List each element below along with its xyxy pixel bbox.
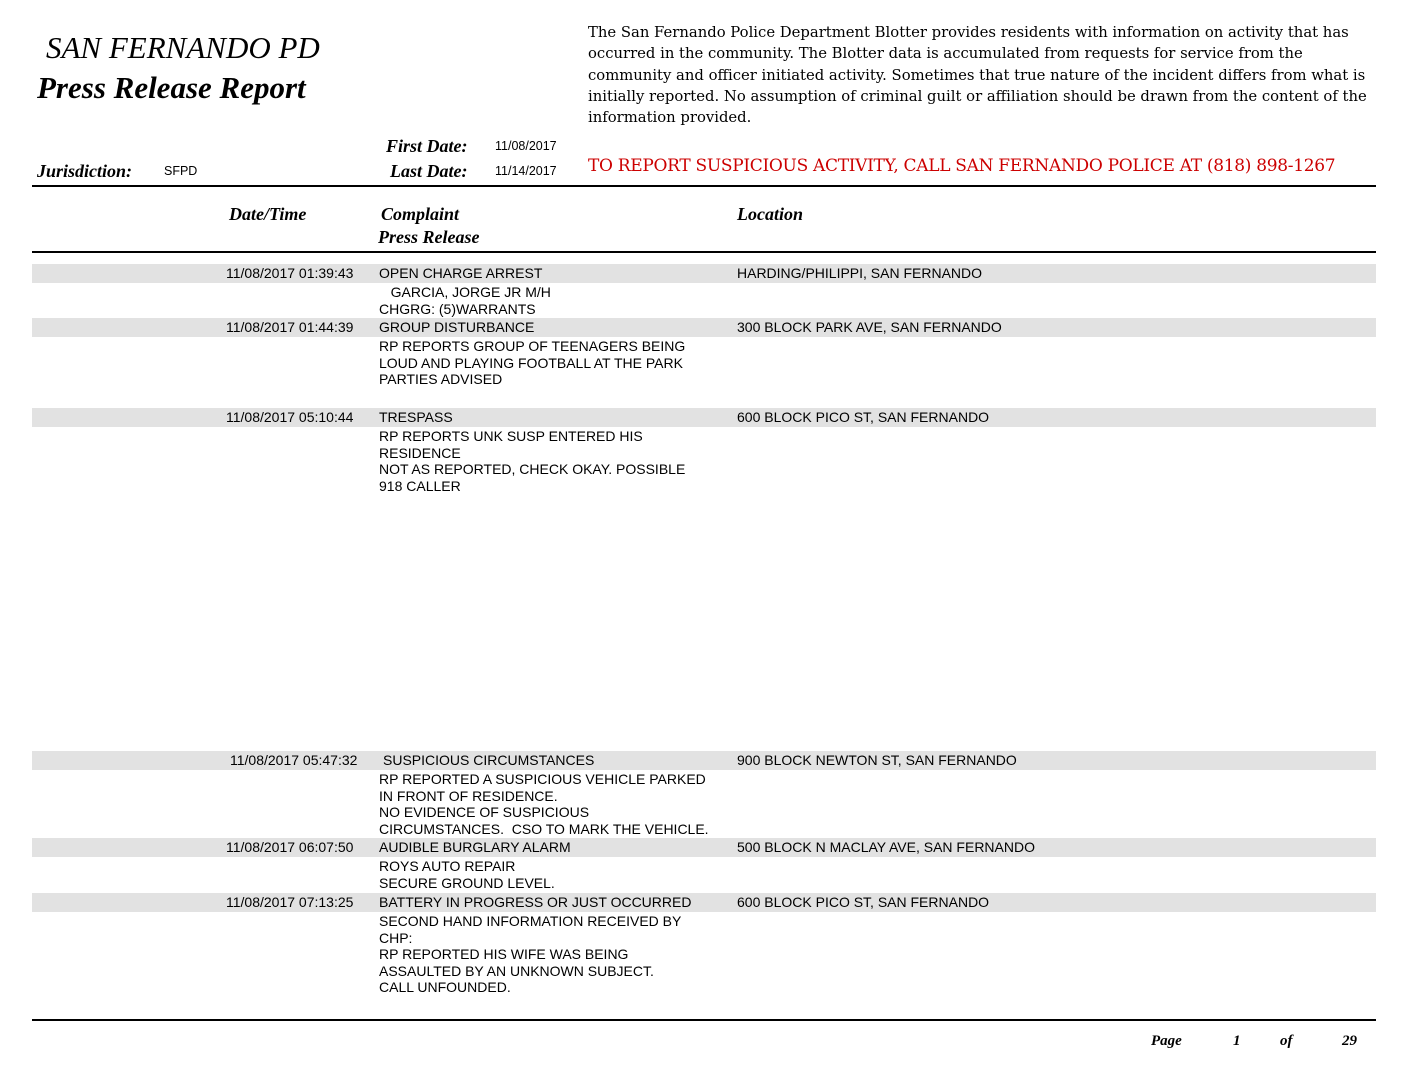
agency-name: SAN FERNANDO PD bbox=[46, 30, 320, 65]
record-location: 600 BLOCK PICO ST, SAN FERNANDO bbox=[737, 409, 990, 425]
record-narrative-line: 918 CALLER bbox=[379, 477, 461, 494]
header-rule bbox=[32, 185, 1376, 187]
record-datetime: 11/08/2017 01:44:39 bbox=[226, 319, 354, 335]
column-header-complaint: Complaint bbox=[381, 204, 460, 224]
record-datetime: 11/08/2017 06:07:50 bbox=[226, 839, 354, 855]
record-narrative-line: CIRCUMSTANCES. CSO TO MARK THE VEHICLE. bbox=[379, 820, 709, 837]
record-narrative-line: GARCIA, JORGE JR M/H bbox=[379, 284, 551, 300]
page-number: 1 bbox=[1233, 1033, 1241, 1049]
record-location: 500 BLOCK N MACLAY AVE, SAN FERNANDO bbox=[737, 839, 1035, 855]
record-narrative-line: PARTIES ADVISED bbox=[379, 371, 503, 387]
record-narrative-line: NOT AS REPORTED, CHECK OKAY. POSSIBLE bbox=[379, 461, 686, 477]
last-date-value: 11/14/2017 bbox=[495, 164, 557, 178]
record-narrative-line: SECOND HAND INFORMATION RECEIVED BY bbox=[379, 913, 682, 929]
record-narrative-line: CHGRG: (5)WARRANTS bbox=[379, 300, 536, 317]
record-narrative-line: ASSAULTED BY AN UNKNOWN SUBJECT. bbox=[379, 962, 654, 979]
jurisdiction-value: SFPD bbox=[164, 164, 198, 178]
record-location: HARDING/PHILIPPI, SAN FERNANDO bbox=[737, 265, 983, 281]
first-date-value: 11/08/2017 bbox=[495, 139, 557, 153]
column-header-location: Location bbox=[737, 204, 803, 224]
column-header-datetime: Date/Time bbox=[229, 204, 307, 224]
page-total: 29 bbox=[1342, 1033, 1357, 1049]
record-narrative-line: ROYS AUTO REPAIR bbox=[379, 858, 516, 874]
record-narrative-line: NO EVIDENCE OF SUSPICIOUS bbox=[379, 804, 590, 820]
record-complaint: OPEN CHARGE ARREST bbox=[379, 265, 543, 281]
record-narrative-line: RESIDENCE bbox=[379, 444, 461, 461]
column-header-rule bbox=[32, 251, 1376, 253]
record-location: 600 BLOCK PICO ST, SAN FERNANDO bbox=[737, 894, 990, 910]
record-datetime: 11/08/2017 01:39:43 bbox=[226, 265, 354, 281]
record-narrative-line: RP REPORTS UNK SUSP ENTERED HIS bbox=[379, 428, 643, 444]
record-narrative-line: CALL UNFOUNDED. bbox=[379, 979, 511, 995]
record-complaint: BATTERY IN PROGRESS OR JUST OCCURRED bbox=[379, 894, 692, 910]
record-complaint: SUSPICIOUS CIRCUMSTANCES bbox=[383, 752, 595, 768]
record-narrative-line: RP REPORTED A SUSPICIOUS VEHICLE PARKED bbox=[379, 771, 706, 787]
record-location: 900 BLOCK NEWTON ST, SAN FERNANDO bbox=[737, 752, 1017, 768]
record-narrative-line: RP REPORTS GROUP OF TEENAGERS BEING bbox=[379, 338, 686, 354]
record-narrative-line: IN FRONT OF RESIDENCE. bbox=[379, 787, 558, 804]
record-datetime: 11/08/2017 05:47:32 bbox=[230, 752, 358, 768]
record-narrative-line: RP REPORTED HIS WIFE WAS BEING bbox=[379, 946, 629, 962]
report-suspicious-activity-line: TO REPORT SUSPICIOUS ACTIVITY, CALL SAN FERNANDO POLICE AT (818) 898-1267 bbox=[588, 156, 1336, 176]
report-title: Press Release Report bbox=[37, 70, 306, 105]
first-date-label: First Date: bbox=[386, 136, 468, 156]
of-label: of bbox=[1280, 1033, 1293, 1049]
jurisdiction-label: Jurisdiction: bbox=[37, 161, 133, 181]
footer-rule bbox=[32, 1019, 1376, 1021]
column-header-press-release: Press Release bbox=[378, 227, 480, 247]
disclaimer-text: The San Fernando Police Department Blotter provides residents with information on activity that has occurred in the community. The Blotter data is accumulated from requests for service from the community and officer initiated activity. Sometimes that true nature of the incident differs from what is initially reported. No assumption of criminal guilt or affiliation should be drawn from the content of the information provided. bbox=[588, 24, 1367, 127]
record-complaint: TRESPASS bbox=[379, 409, 453, 425]
record-complaint: AUDIBLE BURGLARY ALARM bbox=[379, 839, 571, 855]
record-narrative-line: CHP: bbox=[379, 929, 413, 946]
record-datetime: 11/08/2017 07:13:25 bbox=[226, 894, 354, 910]
record-complaint: GROUP DISTURBANCE bbox=[379, 319, 535, 335]
last-date-label: Last Date: bbox=[390, 161, 468, 181]
record-location: 300 BLOCK PARK AVE, SAN FERNANDO bbox=[737, 319, 1002, 335]
record-narrative-line: LOUD AND PLAYING FOOTBALL AT THE PARK bbox=[379, 354, 683, 371]
record-narrative-line: SECURE GROUND LEVEL. bbox=[379, 874, 555, 891]
record-datetime: 11/08/2017 05:10:44 bbox=[226, 409, 354, 425]
page-label: Page bbox=[1151, 1033, 1182, 1049]
